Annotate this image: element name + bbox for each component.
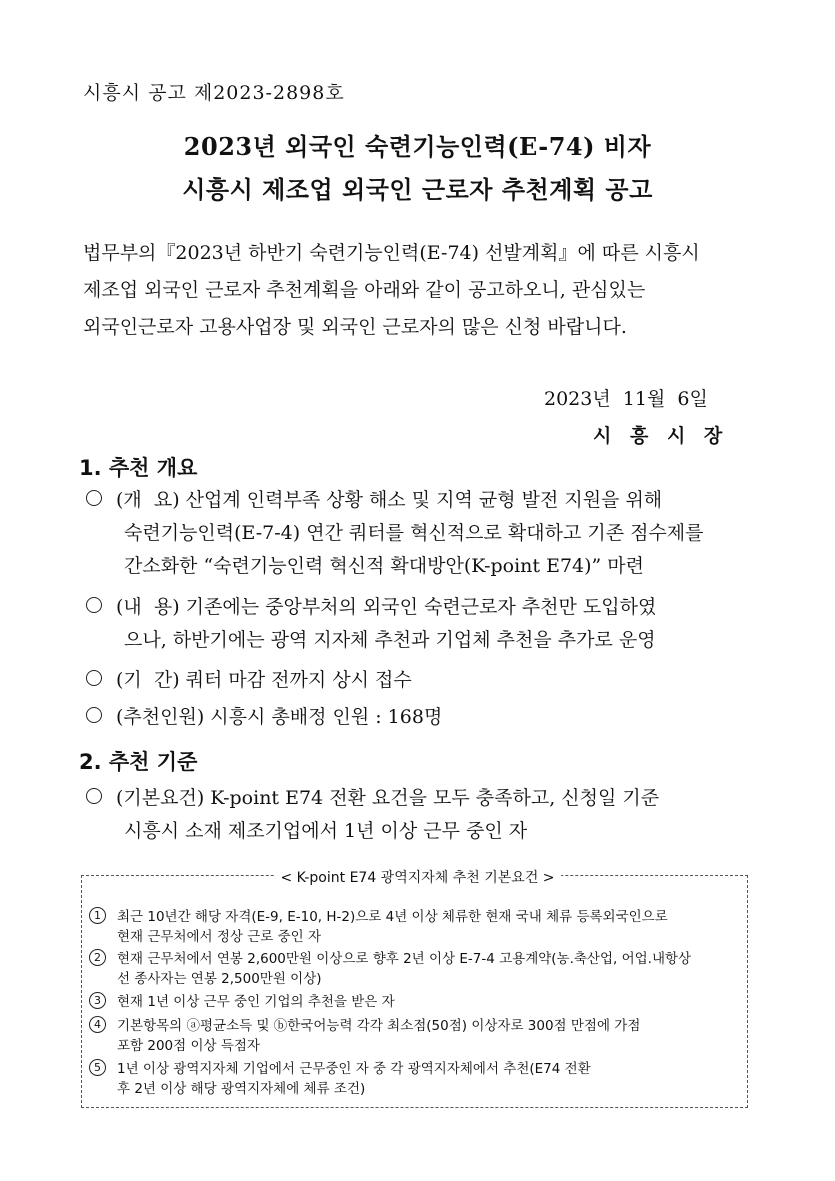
requirement-line: 포함 200점 이상 득점자 — [117, 1038, 260, 1054]
basic-requirement-line: 시흥시 소재 제조기업에서 1년 이상 근무 중인 자 — [124, 820, 528, 842]
overview-item-line: (개 요) 산업계 인력부족 상황 해소 및 지역 균형 발전 지원을 위해 — [116, 489, 663, 511]
circled-number-icon: 1 — [89, 907, 106, 924]
requirements-box-title-text: < K-point E74 광역지자체 추천 기본요건 > — [274, 870, 560, 886]
quota-item-line: (추천인원) 시흥시 총배정 인원 : 168명 — [116, 706, 443, 728]
overview-item-line: 숙련기능인력(E-7-4) 연간 쿼터를 혁신적으로 확대하고 기존 점수제를 — [124, 522, 704, 544]
notice-date: 2023년 11월 6일 — [544, 388, 708, 410]
requirement-line: 최근 10년간 해당 자격(E-9, E-10, H-2)으로 4년 이상 체류한 현재 국내 체류 등록외국인으로 — [117, 909, 668, 925]
requirement-line: 현재 근무처에서 정상 근로 중인 자 — [117, 929, 322, 945]
intro-line-2 — [83, 275, 763, 302]
overview-item-line: 간소화한 “숙련기능인력 혁신적 확대방안(K-point E74)” 마련 — [124, 555, 645, 577]
notice-number: 시흥시 공고 제2023-2898호 — [83, 82, 345, 104]
intro-line-1 — [83, 238, 763, 265]
section-2-heading: 2. 추천 기준 — [79, 750, 198, 774]
requirement-line: 현재 근무처에서 연봉 2,600만원 이상으로 향후 2년 이상 E-7-4 고용계약(농.축산업, 어업.내항상 — [117, 951, 692, 967]
circled-number-icon: 5 — [89, 1059, 106, 1076]
bullet-circle-icon — [86, 597, 102, 613]
requirements-box-title — [0, 867, 835, 887]
circled-number-icon: 3 — [89, 992, 106, 1009]
bullet-circle-icon — [86, 707, 102, 723]
bullet-circle-icon — [86, 670, 102, 686]
intro-text: 법무부의『2023년 하반기 숙련기능인력(E-74) 선발계획』에 따른 시흥시 — [83, 242, 700, 264]
basic-requirement-line: (기본요건) K-point E74 전환 요건을 모두 충족하고, 신청일 기준 — [116, 787, 660, 809]
intro-line-3 — [83, 312, 763, 339]
period-item-line: (기 간) 쿼터 마감 전까지 상시 접수 — [116, 669, 412, 691]
content-item-line: 으나, 하반기에는 광역 지자체 추천과 기업체 추천을 추가로 운영 — [124, 629, 656, 651]
title-line-1: 2023년 외국인 숙련기능인력(E-74) 비자 — [183, 132, 652, 161]
section-1-heading: 1. 추천 개요 — [79, 456, 198, 480]
requirement-line: 기본항목의 ⓐ평균소득 및 ⓑ한국어능력 각각 최소점(50점) 이상자로 300점 만점에 가점 — [117, 1018, 641, 1034]
signer: 시 흥 시 장 — [593, 425, 729, 447]
intro-text: 제조업 외국인 근로자 추천계획을 아래와 같이 공고하오니, 관심있는 — [83, 279, 646, 301]
circled-number-icon: 4 — [89, 1016, 106, 1033]
content-item-line: (내 용) 기존에는 중앙부처의 외국인 숙련근로자 추천만 도입하였 — [116, 596, 657, 618]
requirement-line: 선 종사자는 연봉 2,500만원 이상) — [117, 971, 322, 987]
title-line-2: 시흥시 제조업 외국인 근로자 추천계획 공고 — [182, 175, 653, 204]
requirement-line: 후 2년 이상 해당 광역지자체에 체류 조건) — [117, 1081, 366, 1097]
requirement-line: 현재 1년 이상 근무 중인 기업의 추천을 받은 자 — [117, 994, 395, 1010]
bullet-circle-icon — [86, 490, 102, 506]
requirement-line: 1년 이상 광역지자체 기업에서 근무중인 자 중 각 광역지자체에서 추천(E74 전환 — [117, 1061, 591, 1077]
bullet-circle-icon — [86, 788, 102, 804]
circled-number-icon: 2 — [89, 949, 106, 966]
intro-text: 외국인근로자 고용사업장 및 외국인 근로자의 많은 신청 바랍니다. — [83, 316, 627, 338]
